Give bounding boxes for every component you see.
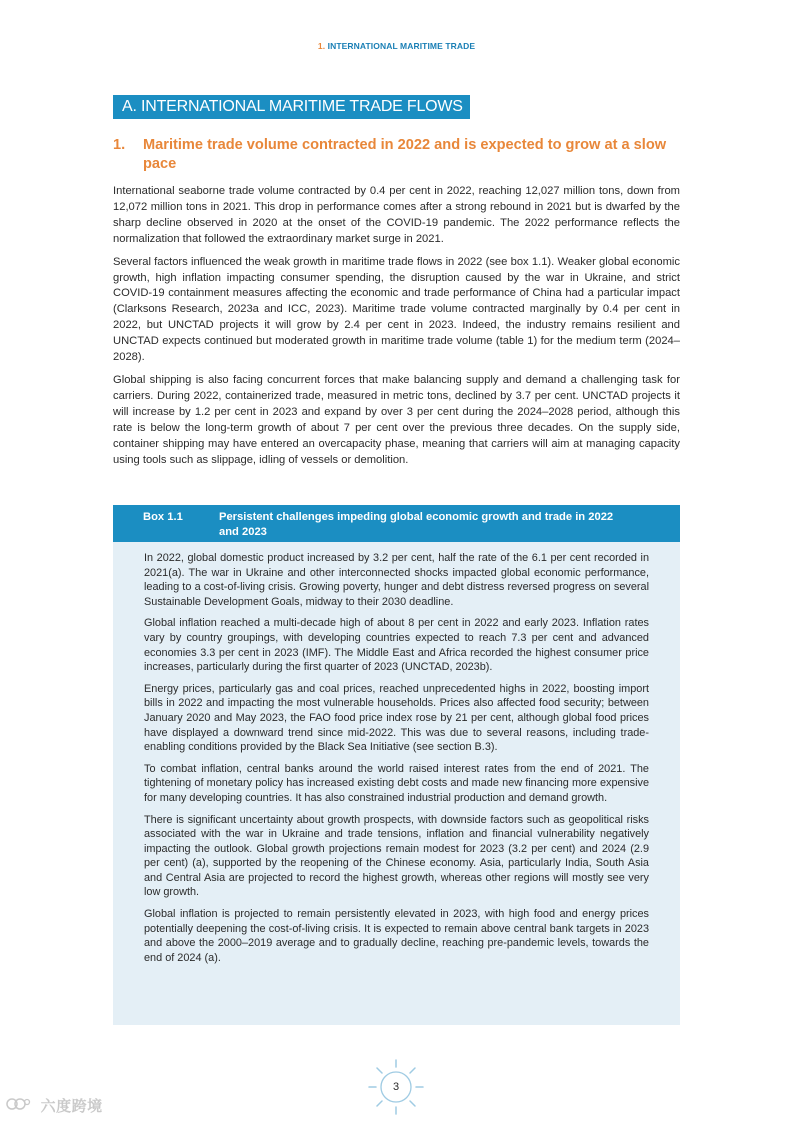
running-header-title: INTERNATIONAL MARITIME TRADE <box>327 41 476 51</box>
box-title: Persistent challenges impeding global economic growth and trade in 2022 and 2023 <box>219 511 614 538</box>
body-paragraph: Several factors influenced the weak growth in maritime trade flows in 2022 (see box 1.1). Weaker global economic growth, high inflation impacting consumer spending, the disruption caused by the war in Ukraine, and strict COVID-19 containment measures affecting the economic and trade performance of China had a particular impact (Clarksons Research, 2023a and ICC, 2023). Maritime trade volume contracted marginally by 0.4 per cent in 2022, but UNCTAD projects it will grow by 2.4 per cent in 2023. Indeed, the industry remains resilient and UNCTAD expects continued but moderated growth in maritime trade volume (table 1) for the medium term (2024–2028). <box>113 255 680 364</box>
page-number: 3 <box>392 1081 400 1093</box>
subheading-title: Maritime trade volume contracted in 2022 and is expected to grow at a slow pace <box>143 137 667 172</box>
watermark-logo-icon <box>6 1097 32 1111</box>
box-1-1 <box>113 505 680 1025</box>
box-paragraph: Global inflation reached a multi-decade high of about 8 per cent in 2022 and early 2023. Inflation rates vary by country groupings, with developing countries expected to reach 7.3 per cent and advanced economies 3.3 per cent in 2023 (IMF). The Middle East and Africa recorded the highest consumer price increases, particularly during the first quarter of 2023 (UNCTAD, 2023b). <box>144 617 649 674</box>
box-header <box>113 505 680 542</box>
subheading <box>113 136 679 174</box>
watermark <box>6 1095 103 1116</box>
body-text <box>113 184 680 475</box>
body-paragraph: International seaborne trade volume contracted by 0.4 per cent in 2022, reaching 12,027 million tons, down from 12,072 million tons in 2021. This drop in performance comes after a strong rebound in 2021 but is dwarfed by the sharp decline observed in 2020 at the onset of the COVID-19 pandemic. The 2022 performance reflects the normalization that followed the extraordinary market surge in 2021. <box>113 185 680 245</box>
box-paragraph: In 2022, global domestic product increased by 3.2 per cent, half the rate of the 6.1 per cent recorded in 2021(a). The war in Ukraine and other interconnected shocks impacted global economic performance, leading to a cost-of-living crisis. Growing poverty, hunger and debt distress reversed progress on several Sustainable Development Goals, midway to their 2030 deadline. <box>144 552 649 608</box>
subheading-number: 1. <box>113 137 126 153</box>
watermark-text: 六度跨境 <box>40 1098 103 1115</box>
body-paragraph: Global shipping is also facing concurrent forces that make balancing supply and demand a challenging task for carriers. During 2022, containerized trade, measured in metric tons, declined by 3.7 per cent. UNCTAD projects it will increase by 1.2 per cent in 2023 and expand by over 3 per cent during the 2024–2028 period, although this rate is below the long-term growth of about 7 per cent over the previous three decades. On the supply side, container shipping may have entered an overcapacity phase, meaning that carriers will aim at managing capacity using tools such as slippage, idling of vessels or demolition. <box>113 373 680 466</box>
running-header <box>0 41 793 51</box>
box-paragraph: There is significant uncertainty about growth prospects, with downside factors such as geopolitical risks associated with the war in Ukraine and trade tensions, inflation and financial vulnerability negatively impacting the outlook. Global growth projections remain modest for 2023 (3.2 per cent) and 2024 (2.9 per cent) (a), supported by the reopening of the Chinese economy. Asia, particularly India, South Asia and Central Asia are projected to record the highest growth, whereas other regions will mostly see very low growth. <box>144 813 649 899</box>
box-body <box>113 542 680 965</box>
box-label: Box 1.1 <box>143 511 183 523</box>
box-paragraph: Energy prices, particularly gas and coal prices, reached unprecedented highs in 2022, boosting import bills in 2022 and impacting the most vulnerable households. Prices also affected food security; between January 2020 and May 2023, the FAO food price index rose by 21 per cent, although global food prices have displayed a downward trend since mid-2022. This was due to several reasons, including trade-enabling conditions provided by the Black Sea Initiative (see section B.3). <box>144 682 649 754</box>
section-title: A. INTERNATIONAL MARITIME TRADE FLOWS <box>113 95 470 119</box>
box-paragraph: To combat inflation, central banks around the world raised interest rates from the end of 2021. The tightening of monetary policy has increased existing debt costs and made new financing more expensive for many developing countries. It has also constrained industrial production and demand growth. <box>144 762 649 804</box>
running-header-number: 1. <box>317 41 326 51</box>
box-paragraph: Global inflation is projected to remain persistently elevated in 2023, with high food and energy prices potentially deepening the cost-of-living crisis. It is expected to remain above central bank targets in 2023 and above the 2000–2019 average and to gradually decline, reaching pre-pandemic levels, towards the end of 2024 (a). <box>144 908 649 964</box>
page-number-badge <box>366 1057 426 1117</box>
